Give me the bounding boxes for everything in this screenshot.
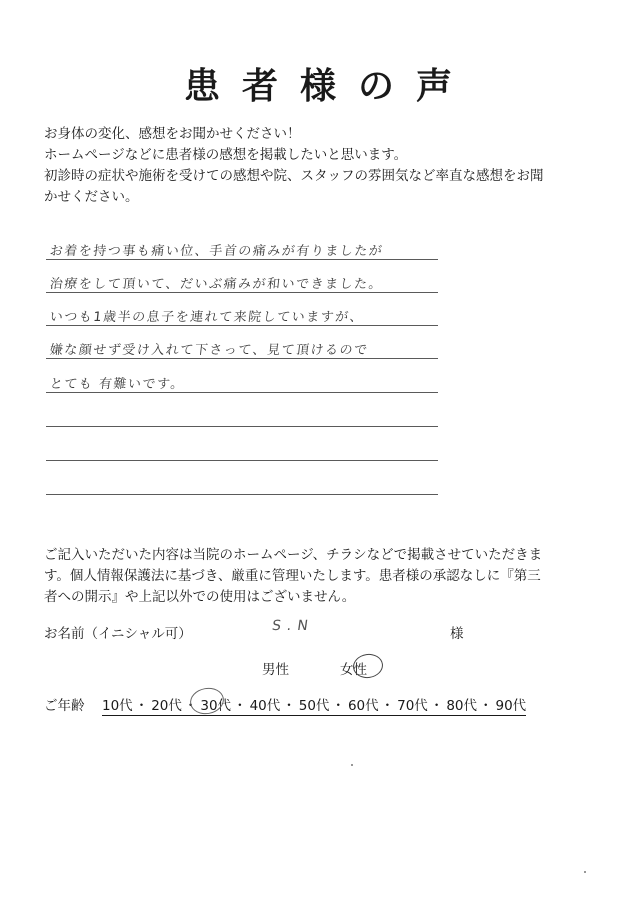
age-option: 20代 <box>151 698 182 714</box>
notice-line: 者への開示』や上記以外での使用はございません。 <box>44 589 356 605</box>
age-separator: ・ <box>429 698 444 714</box>
age-separator: ・ <box>380 698 395 714</box>
name-suffix: 様 <box>450 626 464 642</box>
age-separator: ・ <box>479 698 493 714</box>
handwritten-comment-line: とても 有難いです。 <box>49 377 186 392</box>
ruled-line <box>46 426 438 427</box>
intro-line: ホームページなどに患者様の感想を掲載したいと思います。 <box>44 147 408 163</box>
ruled-line <box>46 392 438 393</box>
name-value: S.N <box>270 618 315 634</box>
age-options <box>102 694 526 716</box>
age-option: 50代 <box>298 698 330 714</box>
ruled-line <box>46 494 438 495</box>
handwritten-comment-line: 治療をして頂いて、だいぶ痛みが和いできました。 <box>49 277 384 292</box>
age-option-selected: 30代 <box>200 698 232 714</box>
ruled-line <box>46 460 438 461</box>
intro-text <box>44 124 604 208</box>
age-option: 60代 <box>347 698 379 714</box>
intro-line: かせください。 <box>44 189 139 205</box>
age-separator: ・ <box>282 698 296 714</box>
notice-line: ご記入いただいた内容は当院のホームページ、チラシなどで掲載させていただきま <box>44 547 543 563</box>
age-option: 10代 <box>102 698 133 714</box>
notice-line: す。個人情報保護法に基づき、厳重に管理いたします。患者様の承認なしに『第三 <box>44 568 541 584</box>
gender-male-option: 男性 <box>262 662 289 678</box>
name-field <box>44 618 474 646</box>
scan-speck <box>351 764 353 766</box>
gender-female-option: 女性 <box>340 662 367 678</box>
page-title: 患者様の声 <box>183 66 474 107</box>
age-option: 40代 <box>249 698 281 714</box>
privacy-notice <box>44 545 614 608</box>
handwritten-comment-line: お着を持つ事も痛い位、手首の痛みが有りましたが <box>49 244 385 259</box>
age-label: ご年齢 <box>44 698 85 714</box>
age-selector <box>44 694 526 716</box>
ruled-line <box>46 358 438 359</box>
intro-line: お身体の変化、感想をお聞かせください！ <box>44 126 301 142</box>
age-separator: ・ <box>233 698 247 714</box>
age-separator: ・ <box>331 698 345 714</box>
scan-speck <box>584 871 586 873</box>
name-label: お名前（イニシャル可） <box>44 626 192 642</box>
handwritten-comment-line: いつも1歳半の息子を連れて来院していますが、 <box>49 310 365 325</box>
age-option: 90代 <box>495 698 527 714</box>
ruled-line <box>46 325 438 326</box>
age-option: 70代 <box>397 698 428 714</box>
handwritten-comment-line: 嫌な顔せず受け入れて下さって、見て頂けるので <box>49 343 370 358</box>
ruled-line <box>46 292 438 293</box>
age-separator: ・ <box>134 698 149 714</box>
intro-line: 初診時の症状や施術を受けての感想や院、スタッフの雰囲気など率直な感想をお聞 <box>44 168 544 184</box>
age-separator: ・ <box>183 698 198 714</box>
age-option: 80代 <box>446 698 477 714</box>
ruled-line <box>46 259 438 260</box>
